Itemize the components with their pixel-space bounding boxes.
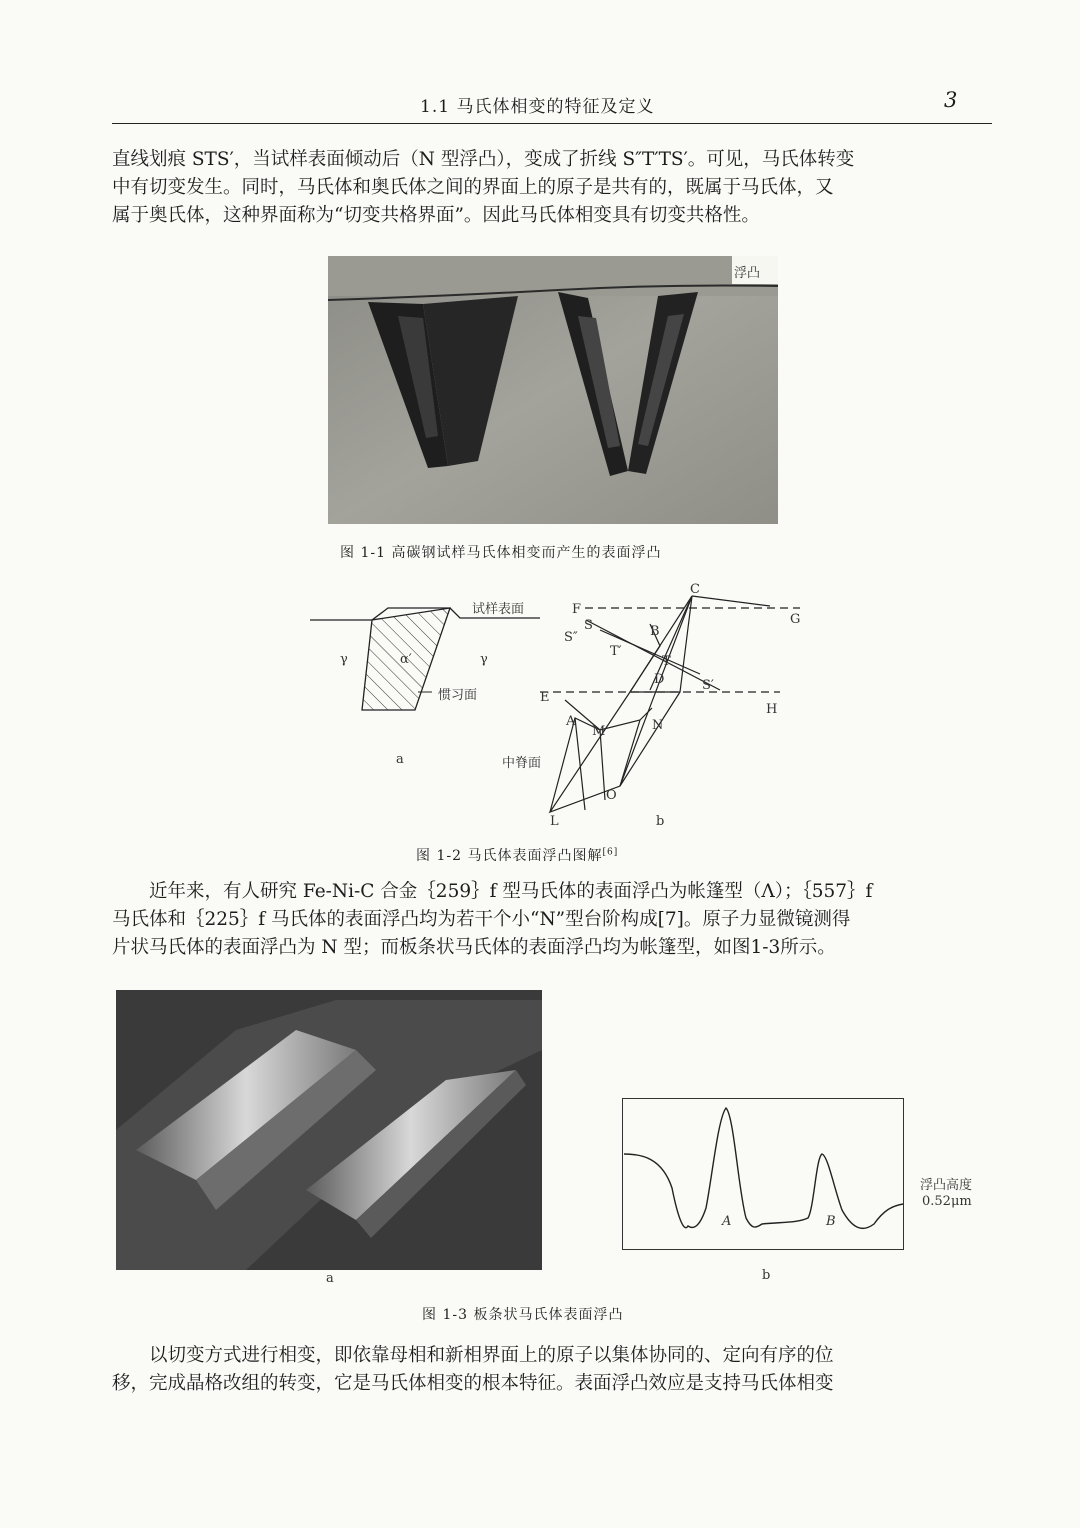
point-label: N (652, 718, 664, 733)
panel-b-sublabel: b (656, 814, 665, 829)
point-label: B (650, 624, 660, 639)
header-rule (112, 123, 992, 124)
point-label: C (690, 582, 700, 597)
point-label: O (606, 788, 617, 803)
point-label: G (790, 612, 801, 627)
point-label: A (566, 714, 576, 729)
label-gamma-left: γ (340, 652, 348, 667)
running-header-title: 1.1 马氏体相变的特征及定义 (420, 97, 655, 117)
figure-1-3a-afm-image (116, 990, 542, 1270)
point-label: E (540, 690, 550, 705)
afm-image-svg (116, 990, 542, 1270)
relief-schematic-svg (300, 580, 820, 830)
panel-a-sublabel: a (326, 1271, 334, 1286)
label-gamma-right: γ (480, 652, 488, 667)
point-label: L (550, 814, 559, 829)
label-midrib-plane: 中脊面 (502, 756, 542, 771)
point-label: T (662, 654, 671, 669)
paragraph-line: 片状马氏体的表面浮凸为 N 型；而板条状马氏体的表面浮凸均为帐篷型，如图1-3所示。 (112, 937, 836, 958)
figure-1-1-micrograph (328, 256, 778, 524)
label-alpha-prime: α′ (400, 652, 412, 667)
relief-height-label: 浮凸高度 (920, 1178, 973, 1193)
paragraph-1 (112, 146, 996, 230)
point-label: S′ (702, 678, 714, 693)
panel-a-sublabel: a (396, 752, 404, 767)
paragraph-line: 直线划痕 STS′，当试样表面倾动后（N 型浮凸），变成了折线 S″T′TS′。可见，马氏体转变 (112, 149, 855, 170)
figure-1-3-caption: 图 1-3 板条状马氏体表面浮凸 (422, 1307, 624, 1323)
page-number: 3 (944, 88, 958, 112)
figure-1-3b-profile (622, 1098, 904, 1250)
peak-b-label: B (826, 1214, 836, 1229)
caption-text: 图 1-2 马氏体表面浮凸图解 (416, 848, 603, 864)
paragraph-line: 近年来，有人研究 Fe-Ni-C 合金｛259｝f 型马氏体的表面浮凸为帐篷型（Λ）；｛557｝f (149, 881, 873, 902)
figure-1-2-caption (416, 845, 618, 865)
relief-height-value: 0.52μm (922, 1194, 972, 1209)
point-label: D (654, 672, 665, 687)
label-specimen-surface: 试样表面 (472, 602, 525, 617)
paragraph-line: 以切变方式进行相变，即依靠母相和新相界面上的原子以集体协同的、定向有序的位 (149, 1345, 834, 1366)
paragraph-line: 属于奥氏体，这种界面称为“切变共格界面”。因此马氏体相变具有切变共格性。 (112, 205, 760, 226)
micrograph-image (328, 256, 778, 524)
paragraph-line: 移，完成晶格改组的转变，它是马氏体相变的根本特征。表面浮凸效应是支持马氏体相变 (112, 1373, 834, 1394)
point-label: F (572, 602, 582, 617)
figure-1-1-caption: 图 1-1 高碳钢试样马氏体相变而产生的表面浮凸 (340, 545, 662, 561)
paragraph-2 (112, 878, 996, 962)
panel-b-sublabel: b (762, 1268, 771, 1283)
peak-a-label: A (722, 1214, 732, 1229)
point-label: M (592, 724, 606, 739)
figure-1-1-relief-label: 浮凸 (734, 266, 761, 281)
label-habit-plane: 惯习面 (438, 688, 478, 703)
paragraph-3 (112, 1342, 996, 1398)
panel-b-schematic (540, 596, 800, 812)
figure-1-2-diagram (300, 580, 820, 830)
point-label: S (584, 618, 593, 633)
paragraph-line: 马氏体和｛225｝f 马氏体的表面浮凸均为若干个小“N”型台阶构成[7]。原子力显微镜测得 (112, 909, 851, 930)
caption-reference: [6] (602, 847, 619, 858)
paragraph-line: 中有切变发生。同时，马氏体和奥氏体之间的界面上的原子是共有的，既属于马氏体，又 (112, 177, 834, 198)
point-label: S″ (564, 630, 578, 645)
relief-profile-svg (622, 1098, 904, 1250)
point-label: H (766, 702, 778, 717)
point-label: T′ (610, 644, 622, 659)
